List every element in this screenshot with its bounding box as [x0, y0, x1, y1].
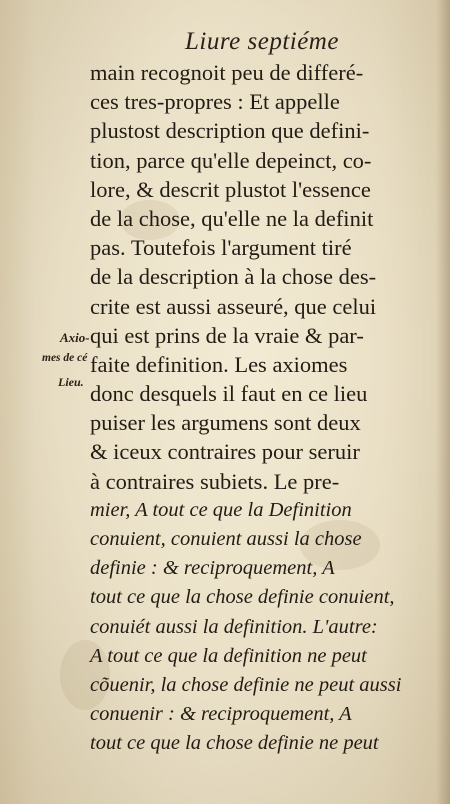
text-line: ces tres-propres : Et appelle — [90, 89, 340, 115]
text-line: qui est prins de la vraie & par- — [90, 322, 364, 348]
text-line: conuient, conuient aussi la chose — [90, 528, 362, 550]
body-text — [90, 58, 422, 759]
text-line: A tout ce que la definition ne peut — [90, 644, 367, 667]
text-line: conuenir : & reciproquement, A — [90, 703, 352, 726]
text-line: faite definition. Les axiomes — [90, 351, 348, 377]
text-line: pas. Toutefois l'argument tiré — [90, 235, 352, 261]
running-head: Liure septiéme — [185, 28, 339, 55]
text-line: donc desquels il faut en ce lieu — [90, 381, 368, 407]
text-line: de la description à la chose des- — [90, 264, 377, 290]
text-line: à contraires subiets. Le pre- — [90, 468, 340, 494]
text-line: tout ce que la chose definie conuient, — [90, 586, 395, 609]
text-line: de la chose, qu'elle ne la definit — [90, 205, 374, 231]
text-line: mier, A tout ce que la Definition — [90, 498, 352, 521]
margin-note-3: Lieu. — [58, 375, 84, 389]
margin-note-2: mes de cé — [42, 352, 88, 364]
text-line: tion, parce qu'elle depeinct, co- — [90, 147, 372, 173]
text-line: definie : & reciproquement, A — [90, 557, 335, 580]
text-line: plustost description que defini- — [90, 118, 370, 144]
margin-note-1: Axio- — [60, 330, 90, 345]
text-line: main recognoit peu de differé- — [90, 60, 364, 85]
text-line: & iceux contraires pour seruir — [90, 439, 360, 465]
gutter-shadow — [436, 0, 450, 804]
text-line: cõuenir, la chose definie ne peut aussi — [90, 673, 402, 696]
text-line: lore, & descrit plustot l'essence — [90, 176, 371, 202]
text-line: crite est aussi asseuré, que celui — [90, 293, 377, 319]
text-line: conuiét aussi la definition. L'autre: — [90, 615, 378, 638]
text-line: puiser les argumens sont deux — [90, 410, 361, 436]
text-line: tout ce que la chose definie ne peut — [90, 732, 379, 755]
